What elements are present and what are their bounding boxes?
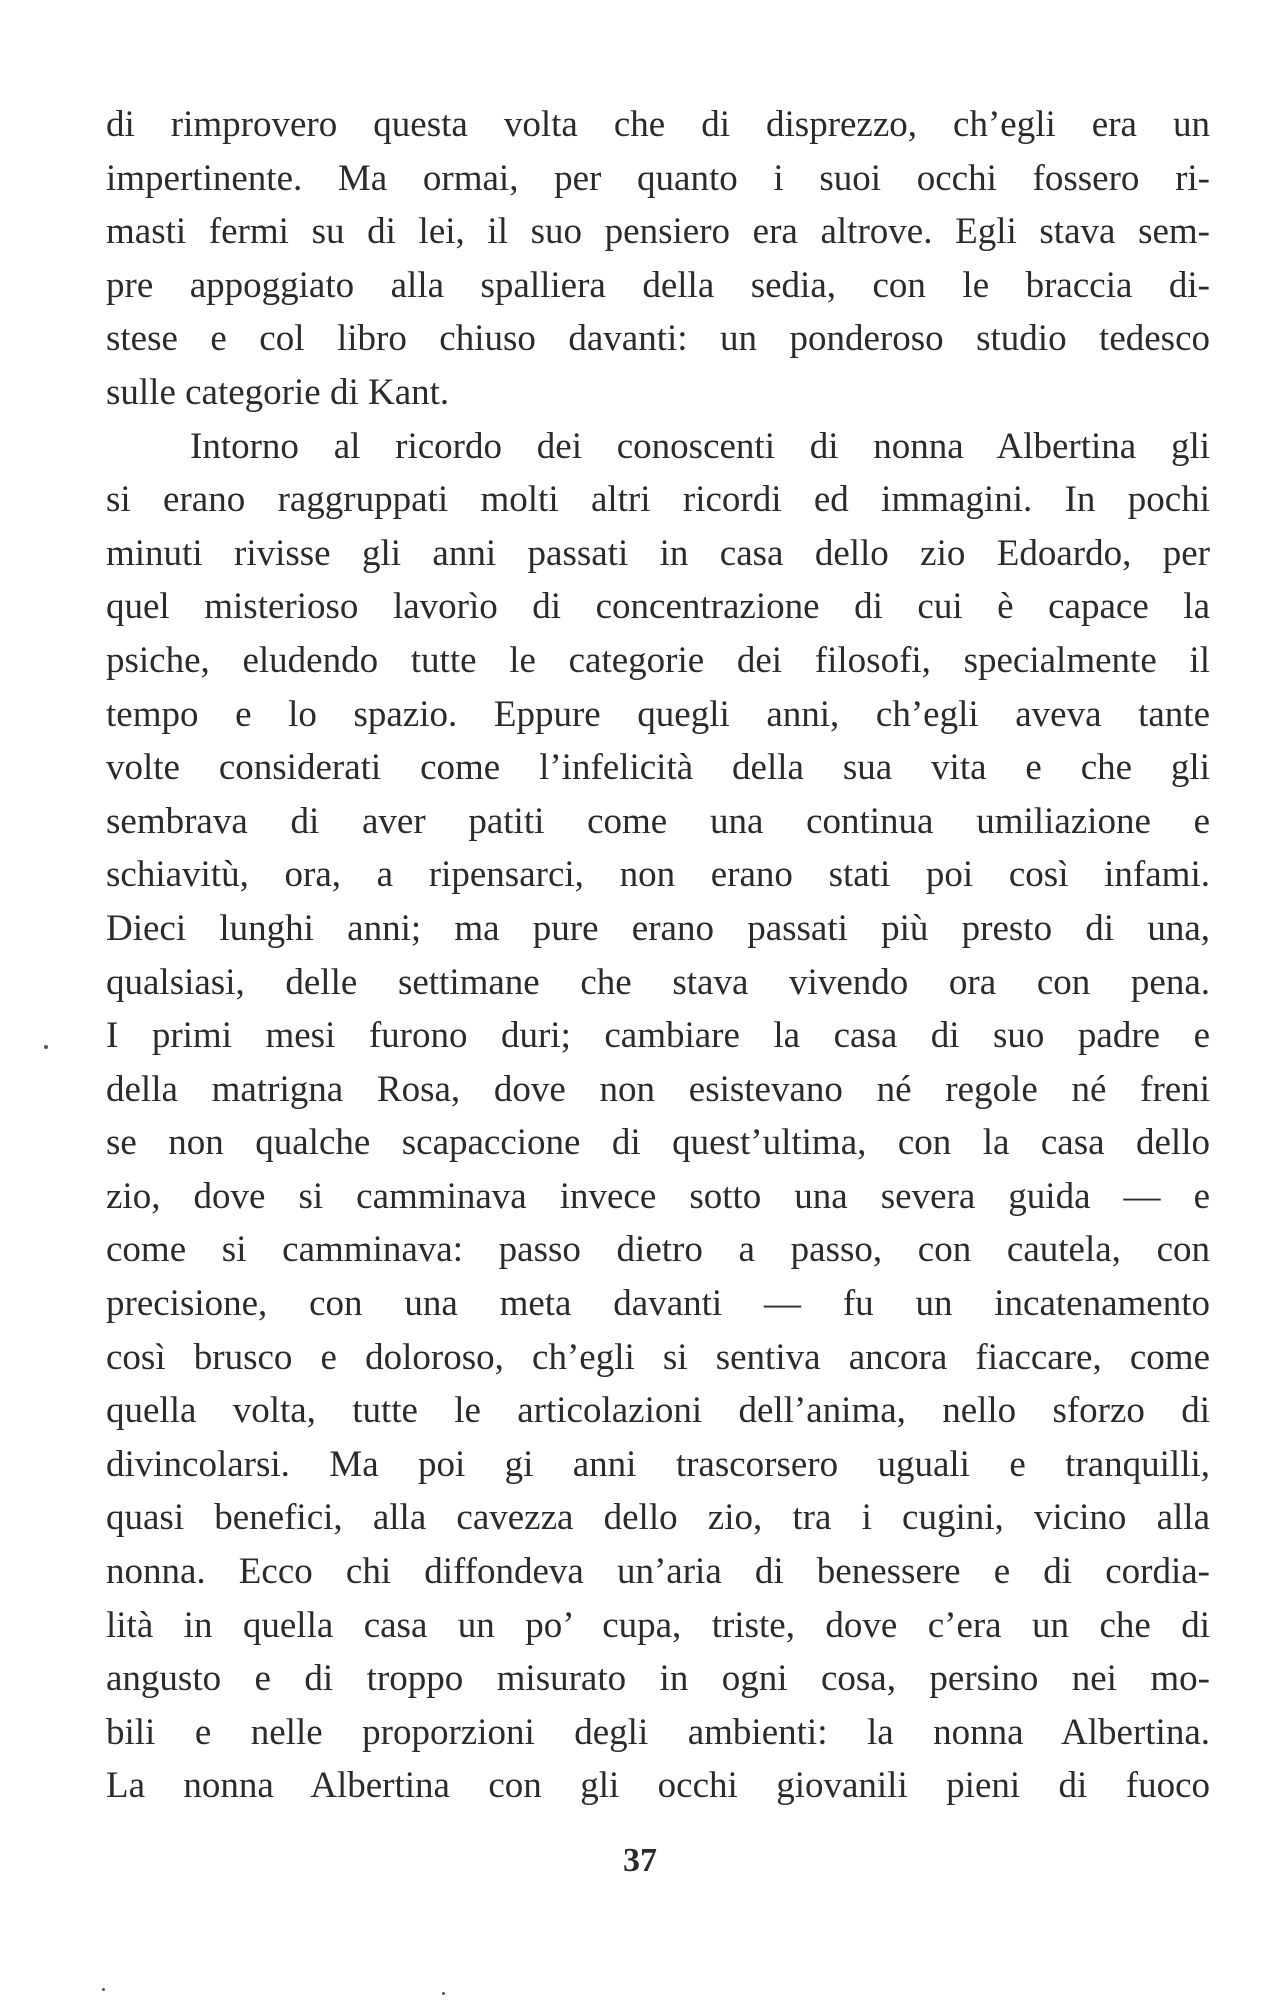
text-line: psiche, eludendo tutte le categorie dei filosofi, specialmente il [106,639,1210,681]
text-line: I primi mesi furono duri; cambiare la casa di suo padre e [106,1015,1210,1057]
page-number: 37 [623,1842,657,1879]
text-line: masti fermi su di lei, il suo pensiero era altrove. Egli stava sem- [106,211,1210,253]
text-line: se non qualche scapaccione di quest’ultima, con la casa dello [106,1122,1210,1164]
text-line: sulle categorie di Kant. [106,371,450,413]
text-line: quel misterioso lavorìo di concentrazione di cui è capace la [106,586,1210,628]
scan-speck [442,1992,445,1995]
scan-speck [102,1988,105,1991]
text-line: quasi benefici, alla cavezza dello zio, tra i cugini, vicino alla [106,1497,1210,1539]
text-line: di rimprovero questa volta che di disprezzo, ch’egli era un [106,104,1210,145]
text-line: schiavitù, ora, a ripensarci, non erano stati poi così infami. [106,854,1210,896]
text-line: tempo e lo spazio. Eppure quegli anni, ch’egli aveva tante [106,693,1210,735]
text-line: si erano raggruppati molti altri ricordi ed immagini. In pochi [106,479,1210,521]
text-line: volte considerati come l’infelicità della sua vita e che gli [106,747,1210,789]
scan-speck [44,1045,48,1049]
text-line: La nonna Albertina con gli occhi giovanili pieni di fuoco [106,1765,1210,1807]
text-line: sembrava di aver patiti come una continua umiliazione e [106,800,1210,842]
text-line: minuti rivisse gli anni passati in casa dello zio Edoardo, per [106,532,1210,574]
text-line: lità in quella casa un po’ cupa, triste, dove c’era un che di [106,1604,1210,1646]
text-line: qualsiasi, delle settimane che stava vivendo ora con pena. [106,961,1210,1003]
text-line: divincolarsi. Ma poi gi anni trascorsero uguali e tranquilli, [106,1443,1210,1485]
text-line: nonna. Ecco chi diffondeva un’aria di benessere e di cordia- [106,1551,1210,1593]
text-line: stese e col libro chiuso davanti: un ponderoso studio tedesco [106,318,1210,360]
text-line: angusto e di troppo misurato in ogni cosa, persino nei mo- [106,1658,1210,1700]
text-line: impertinente. Ma ormai, per quanto i suoi occhi fossero ri- [106,157,1210,199]
text-line: zio, dove si camminava invece sotto una severa guida — e [106,1175,1210,1217]
text-line: Intorno al ricordo dei conoscenti di nonna Albertina gli [190,425,1210,467]
text-line: quella volta, tutte le articolazioni dell’anima, nello sforzo di [106,1390,1210,1432]
text-line: della matrigna Rosa, dove non esistevano né regole né freni [106,1068,1210,1110]
text-line: pre appoggiato alla spalliera della sedia, con le braccia di- [106,264,1210,306]
text-line: bili e nelle proporzioni degli ambienti: la nonna Albertina. [106,1711,1210,1753]
text-line: precisione, con una meta davanti — fu un incatenamento [106,1283,1210,1325]
text-line: come si camminava: passo dietro a passo, con cautela, con [106,1229,1210,1271]
body-text [106,98,1210,1813]
text-line: così brusco e doloroso, ch’egli si sentiva ancora fiaccare, come [106,1336,1210,1378]
text-line: Dieci lunghi anni; ma pure erano passati più presto di una, [106,907,1210,949]
